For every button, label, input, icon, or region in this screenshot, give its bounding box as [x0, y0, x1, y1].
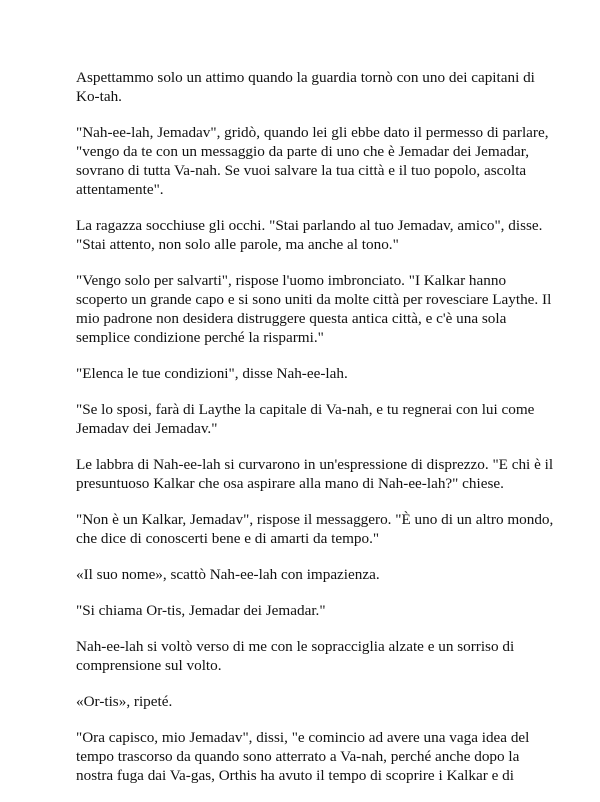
document-page [76, 68, 556, 802]
paragraph-9: «Il suo nome», scattò Nah-ee-lah con impazienza. [76, 566, 380, 583]
paragraph-3: La ragazza socchiuse gli occhi. "Stai parlando al tuo Jemadav, amico", disse. "Stai attento, non solo alle parole, ma anche al tono." [76, 217, 543, 253]
paragraph-8: "Non è un Kalkar, Jemadav", rispose il messaggero. "È uno di un altro mondo, che dice di conoscerti bene e di amarti da tempo." [76, 511, 554, 547]
paragraph-4: "Vengo solo per salvarti", rispose l'uomo imbronciato. "I Kalkar hanno scoperto un grande capo e si sono uniti da molte città per rovesciare Laythe. Il mio padrone non desidera distruggere questa antica città, e c'è una sola semplice condizione perché la risparmi." [76, 272, 552, 346]
paragraph-6: "Se lo sposi, farà di Laythe la capitale di Va-nah, e tu regnerai con lui come Jemadav dei Jemadav." [76, 401, 535, 437]
paragraph-13: "Ora capisco, mio Jemadav", dissi, "e comincio ad avere una vaga idea del tempo trascorso da quando sono atterrato a Va-nah, perché anche dopo la nostra fuga dai Va-gas, Orthis ha avuto il tempo di scoprire i Kalkar e di [76, 729, 530, 784]
paragraph-5: "Elenca le tue condizioni", disse Nah-ee-lah. [76, 365, 348, 382]
paragraph-7: Le labbra di Nah-ee-lah si curvarono in un'espressione di disprezzo. "E chi è il presuntuoso Kalkar che osa aspirare alla mano di Nah-ee-lah?" chiese. [76, 456, 554, 492]
paragraph-11: Nah-ee-lah si voltò verso di me con le sopracciglia alzate e un sorriso di comprensione sul volto. [76, 638, 515, 674]
paragraph-12: «Or-tis», ripeté. [76, 693, 173, 710]
paragraph-10: "Si chiama Or-tis, Jemadar dei Jemadar." [76, 602, 326, 619]
paragraph-1: Aspettammo solo un attimo quando la guardia tornò con uno dei capitani di Ko-tah. [76, 69, 535, 105]
paragraph-2: "Nah-ee-lah, Jemadav", gridò, quando lei gli ebbe dato il permesso di parlare, "vengo da te con un messaggio da parte di uno che è Jemadar dei Jemadar, sovrano di tutta Va-nah. Se vuoi salvare la tua città e il tuo popolo, ascolta attentamente". [76, 124, 549, 198]
